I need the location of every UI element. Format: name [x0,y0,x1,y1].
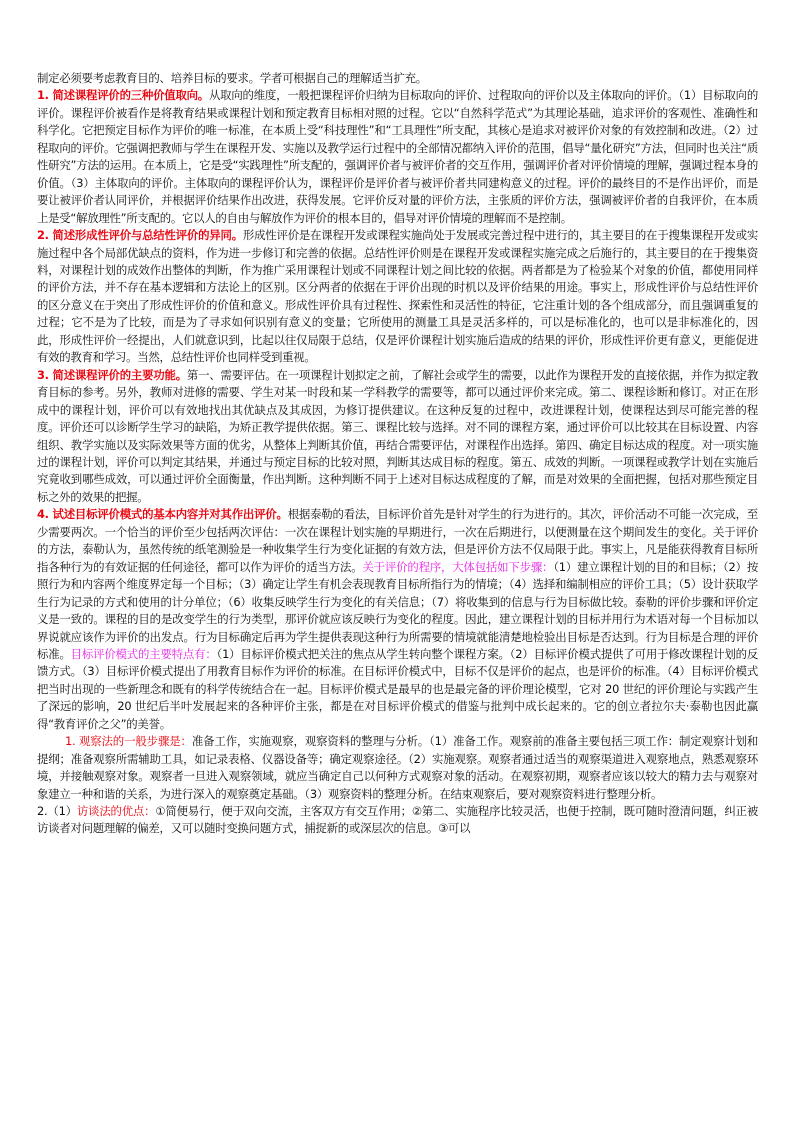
interview-body: ①简便易行，便于双向交流，主客双方有交互作用；②第二、实施程序比较灵活，也便于控制，既可随时澄清问题，纠正被访谈者对问题理解的偏差，又可以随时变换问题方式，捕捉新的或深层次的信息。③可以 [37,804,758,836]
question-2-body: 形成性评价是在课程开发或课程实施尚处于发展或完善过程中进行的，其主要目的在于搜集课程开发或实施过程中各个局部优缺点的资料，作为进一步修订和完善的依据。总结性评价则是在课程开发或课程实施完成之后施行的，其主要目的在于搜集资料，对课程计划的成效作出整体的判断，作为推广采用课程计划或不同课程计划之间比较的依据。两者都是为了检验某个对象的价值，都使用同样的评价方法，并不存在基本逻辑和方法论上的区别。区分两者的依据在于评价出现的时机以及评价结果的用途。事实上，形成性评价与总结性评价的区分意义在于突出了形成性评价的价值和意义。形成性评价具有过程性、探索性和灵活性的特征，它注重计划的各个组成部分，而且强调重复的过程；它不是为了比较，而是为了寻求如何识别有意义的变量；它所使用的测量工具是灵活多样的，可以是标准化的，也可以是非标准化的，因此，形成性评价一经提出，人们就意识到，比起以往仅局限于总结，仅是评价课程计划实施后造成的结果的评价，形成性评价更有意义，更能促进有效的教育和学习。当然，总结性评价也同样受到重视。 [37,228,758,365]
observation-body: 准备工作，实施观察，观察资料的整理与分析。（1）准备工作。观察前的准备主要包括三项工作：制定观察计划和提纲；准备观察所需辅助工具，如记录表格、仪器设备等；确定观察途径。（2）实施观察。观察者通过适当的观察渠道进入观察地点，熟悉观察环境，并接触观察对象。观察者一旦进入观察领域，就应当确定自己以何种方式观察对象的活动。在观察初期，观察者应该以较大的精力去与观察对象建立一种和谐的关系，为进行深入的观察奠定基础。（3）观察资料的整理分析。在结束观察后，要对观察资料进行整理分析。 [37,734,758,801]
question-3 [37,367,758,507]
paragraph-intro [37,70,758,87]
question-2-title: 2. 简述形成性评价与总结性评价的异同。 [37,228,243,243]
intro-text: 制定必须要考虑教育目的、培养目标的要求。学者可根据自己的理解适当扩充。 [37,71,427,85]
question-1-title: 1. 简述课程评价的三种价值取向。 [37,88,209,103]
observation-method [37,733,758,803]
question-4 [37,506,758,733]
question-4-highlight-steps: 关于评价的程序，大体包括如下步骤： [362,559,554,574]
question-1-body: 从取向的维度，一般把课程评价归纳为目标取向的评价、过程取向的评价以及主体取向的评价。（1）目标取向的评价。课程评价被看作是将教育结果或课程计划和预定教育目标相对照的过程。它以“自然科学范式”为其理论基础，追求评价的客观性、准确性和科学化。它把预定目标作为评价的唯一标准，在本质上受“科技理性”和“工具理性”所支配，其核心是追求对被评价对象的有效控制和改进。（2）过程取向的评价。它强调把教师与学生在课程开发、实施以及教学运行过程中的全部情况都纳入评价的范围，倡导“量化研究”方法，但同时也关注“质性研究”方法的运用。在本质上，它是受“实践理性”所支配的，强调评价者与被评价者的交互作用，强调评价者对评价情境的理解，强调过程本身的价值。（3）主体取向的评价。主体取向的课程评价认为，课程评价是评价者与被评价者共同建构意义的过程。评价的最终目的不是作出评价，而是要让被评价者认同评价，并根据评价结果作出改进，获得发展。它评价反对量的评价方法，主张质的评价方法，强调被评价者的自我评价，在本质上是受“解放理性”所支配的。它以人的自由与解放作为评价的根本目的，倡导对评价情境的理解而不是控制。 [37,88,758,225]
observation-title: 1. 观察法的一般步骤是： [65,734,192,749]
question-3-title: 3. 简述课程评价的主要功能。 [37,367,187,382]
question-4-title: 4. 试述目标评价模式的基本内容并对其作出评价。 [37,507,288,522]
interview-method [37,803,758,838]
question-3-body: 第一、需要评估。在一项课程计划拟定之前，了解社会或学生的需要，以此作为课程开发的直接依据，并作为拟定教育目标的参考。另外，教师对进修的需要、学生对某一时段和某一学科教学的需要等，都可以通过评价来完成。第二、课程诊断和修订。对正在形成中的课程计划，评价可以有效地找出其优缺点及其成因，为修订提供建议。在这种反复的过程中，改进课程计划，使课程达到尽可能完善的程度。评价还可以诊断学生学习的缺陷，为矫正教学提供依据。第三、课程比较与选择。对不同的课程方案，通过评价可以比较其在目标设置、内容组织、教学实施以及实际效果等方面的优劣，从整体上判断其价值，再结合需要评估，对课程作出选择。第四、确定目标达成的程度。对一项实施过的课程计划，评价可以判定其结果，并通过与预定目标的比较对照，判断其达成目标的程度。第五、成效的判断。一项课程或教学计划在实施后究竟收到哪些成效，可以通过评价全面衡量，作出判断。这种判断不同于上述对目标达成程度的了解，而是对效果的全面把握，包括对那些预定目标之外的效果的把握。 [37,367,758,504]
question-1 [37,87,758,227]
interview-prefix: 2.（1） [37,804,77,819]
question-4-body-3: （1）目标评价模式把关注的焦点从学生转向整个课程方案。（2）目标评价模式提供了可用于修改课程计划的反馈方式。（3）目标评价模式提出了用教育目标作为评价的标准。在目标评价模式中，目标不仅是评价的起点，也是评价的标准。（4）目标评价模式把当时出现的一些新理念和既有的科学传统结合在一起。目标评价模式是最早的也是最完备的评价理论模型，它对 20 世纪的评价理论与实践产生了深远的影响，20 世纪后半叶发展起来的各种评价主张，都是在对目标评价模式的借鉴与批判中成长起来的。它的创立者拉尔夫·泰勒也因此赢得“教育评价之父”的美誉。 [37,646,758,731]
question-4-body-1: 根据泰勒的看法，目标评价首先是针对学生的行为进行的。其次，评价活动不可能一次完成，至少需要两次。一个恰当的评价至少包括两次评估：一次在课程计划实施的早期进行，一次在后期进行，以便测量在这个期间发生的变化。关于评价的方法，泰勒认为，虽然传统的纸笔测验是一种收集学生行为变化证据的有效方法，但是评价方法不仅局限于此。事实上，凡是能获得教育目标所指各种行为的有效证据的任何途径，都可以作为评价的适当方法。 [37,507,758,574]
question-2 [37,227,758,367]
question-4-body-2: （1）建立课程计划的目的和目标；（2）按照行为和内容两个维度界定每一个目标；（3）确定让学生有机会表现教育目标所指行为的情境；（4）选择和编制相应的评价工具；（5）设计获取学生行为记录的方式和使用的计分单位；（6）收集反映学生行为变化的有关信息；（7）将收集到的信息与行为目标做比较。泰勒的评价步骤和评价定义是一致的。课程的目的是改变学生的行为类型，那评价就应该反映行为变化的程度。因此，建立课程计划的目标并用行为术语对每一个目标加以界说就应该作为评价的出发点。行为目标确定后再为学生提供表现这种行为所需要的情境就能清楚地检验出目标是否达到。行为目标是合理的评价标准。 [37,559,758,661]
interview-title: 访谈法的优点： [76,804,156,819]
question-4-highlight-features: 目标评价模式的主要特点有： [70,646,217,661]
